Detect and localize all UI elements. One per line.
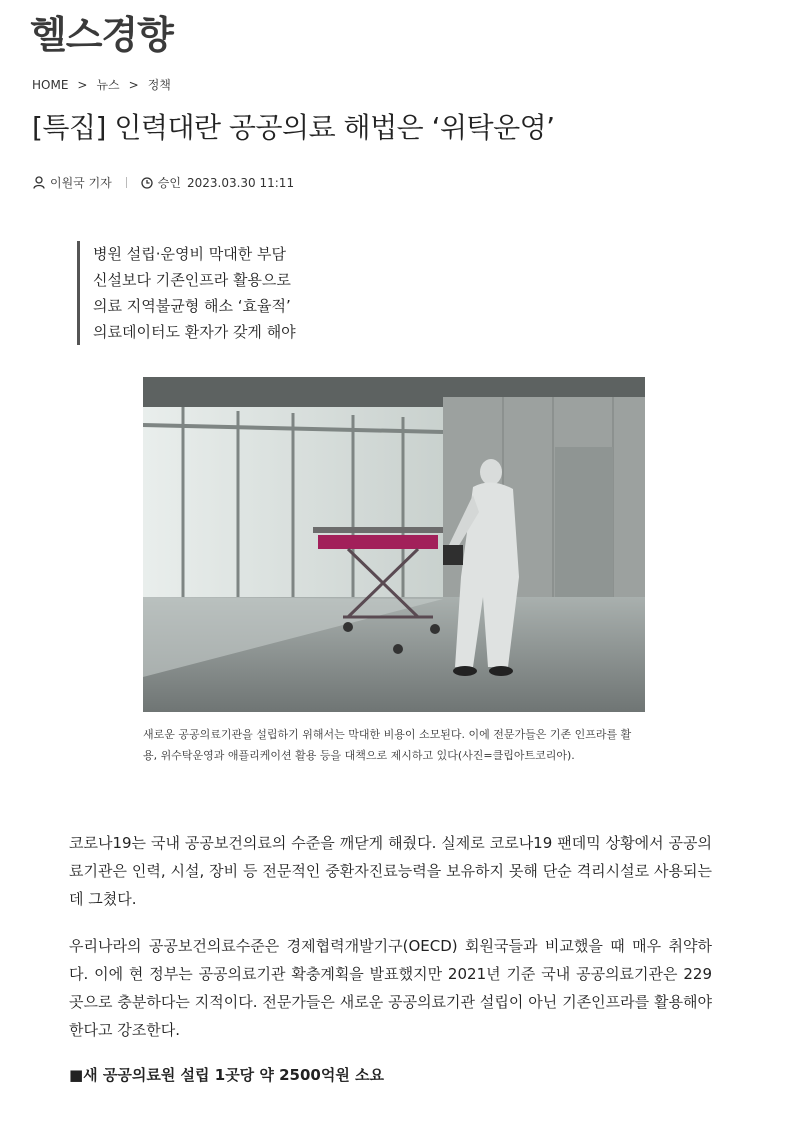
hospital-corridor-illustration [143,377,645,712]
article-photo [143,377,645,712]
breadcrumb-news[interactable]: 뉴스 [96,78,120,92]
chevron-right-icon: > [77,77,88,92]
article-paragraph: 코로나19는 국내 공공보건의료의 수준을 깨닫게 해줬다. 실제로 코로나19 팬데믹 상황에서 공공의료기관은 인력, 시설, 장비 등 전문적인 중환자진료능력을 보유하지 못해 단순 격리시설로 사용되는 데 그쳤다. [69,834,712,908]
subheading: 의료데이터도 환자가 갖게 해야 [93,323,296,341]
article-title: [특집] 인력대란 공공의료 해법은 ‘위탁운영’ [32,111,555,144]
breadcrumb-home[interactable]: HOME [32,77,69,92]
photo-caption: 새로운 공공의료기관을 설립하기 위해서는 막대한 비용이 소모된다. 이에 전문가들은 기존 인프라를 활용, 위수탁운영과 애플리케이션 활용 등을 대책으로 제시하고 있다(사진=클립아트코리아). [143,728,632,762]
subheading: 의료 지역불균형 해소 ‘효율적’ [93,297,291,315]
site-logo[interactable]: 헬스경향 [30,13,173,57]
subheading: 신설보다 기존인프라 활용으로 [93,271,291,289]
article-meta [33,174,294,191]
subheading: 병원 설립·운영비 막대한 부담 [93,245,286,263]
article-subheadings [77,241,296,345]
article-paragraph: 우리나라의 공공보건의료수준은 경제협력개발기구(OECD) 회원국들과 비교했을 때 매우 취약하다. 이에 현 정부는 공공의료기관 확충계획을 발표했지만 2021년 기준 국내 공공의료기관은 229곳으로 충분하다는 지적이다. 전문가들은 새로운 공공의료기관 설립이 아닌 기존인프라를 활용해야 한다고 강조한다. [69,937,712,1039]
chevron-right-icon: > [128,77,139,92]
meta-divider [126,177,127,188]
clock-icon [141,177,153,189]
section-heading: ■새 공공의료원 설립 1곳당 약 2500억원 소요 [69,1066,385,1084]
author-name[interactable]: 이원국 기자 [50,176,112,190]
approved-label: 승인 [157,176,181,190]
breadcrumb-policy[interactable]: 정책 [147,78,171,92]
approved-datetime: 2023.03.30 11:11 [186,175,295,190]
breadcrumb [32,76,171,93]
person-icon [33,176,45,189]
